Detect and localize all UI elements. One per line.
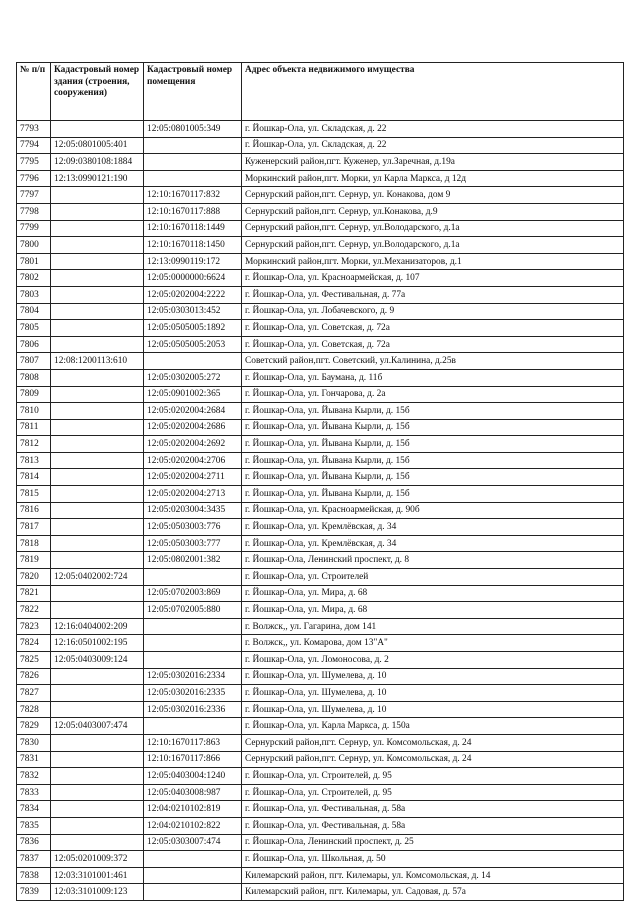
table-header-row — [17, 63, 624, 121]
table-row — [17, 253, 624, 270]
room-cadastral-number — [144, 867, 242, 884]
room-cadastral-number — [144, 353, 242, 370]
table-row — [17, 452, 624, 469]
table-row — [17, 652, 624, 669]
property-address: г. Йошкар-Ола, ул. Складская, д. 22 — [242, 121, 624, 138]
building-cadastral-number — [51, 336, 144, 353]
room-cadastral-number: 12:05:0302016:2336 — [144, 701, 242, 718]
property-address: г. Йошкар-Ола, ул. Строителей, д. 95 — [242, 768, 624, 785]
row-number: 7823 — [17, 618, 51, 635]
building-cadastral-number — [51, 801, 144, 818]
property-address: Моркинский район,пгт. Морки, ул.Механизаторов, д.1 — [242, 253, 624, 270]
row-number: 7802 — [17, 270, 51, 287]
table-row — [17, 436, 624, 453]
room-cadastral-number: 12:05:0202004:2684 — [144, 403, 242, 420]
building-cadastral-number — [51, 502, 144, 519]
room-cadastral-number: 12:05:0203004:3435 — [144, 502, 242, 519]
row-number: 7819 — [17, 552, 51, 569]
row-number: 7813 — [17, 452, 51, 469]
room-cadastral-number: 12:05:0801005:349 — [144, 121, 242, 138]
row-number: 7800 — [17, 237, 51, 254]
row-number: 7822 — [17, 602, 51, 619]
building-cadastral-number — [51, 602, 144, 619]
table-row — [17, 618, 624, 635]
building-cadastral-number: 12:13:0990121:190 — [51, 170, 144, 187]
row-number: 7811 — [17, 419, 51, 436]
room-cadastral-number — [144, 154, 242, 171]
table-row — [17, 569, 624, 586]
building-cadastral-number — [51, 320, 144, 337]
building-cadastral-number — [51, 419, 144, 436]
header-room-cadastral: Кадастровый номер помещения — [144, 63, 242, 121]
property-address: Советский район,пгт. Советский, ул.Калинина, д.25в — [242, 353, 624, 370]
property-address: г. Йошкар-Ола, ул. Лобачевского, д. 9 — [242, 303, 624, 320]
room-cadastral-number: 12:04:0210102:819 — [144, 801, 242, 818]
room-cadastral-number: 12:05:0503003:777 — [144, 535, 242, 552]
building-cadastral-number — [51, 519, 144, 536]
table-row — [17, 320, 624, 337]
row-number: 7828 — [17, 701, 51, 718]
room-cadastral-number: 12:05:0302016:2335 — [144, 685, 242, 702]
table-row — [17, 270, 624, 287]
property-address: Сернурский район,пгт. Сернур, ул.Конакова, д.9 — [242, 203, 624, 220]
room-cadastral-number: 12:10:1670117:832 — [144, 187, 242, 204]
building-cadastral-number — [51, 701, 144, 718]
building-cadastral-number: 12:05:0402002:724 — [51, 569, 144, 586]
building-cadastral-number: 12:03:3101009:123 — [51, 884, 144, 901]
table-row — [17, 635, 624, 652]
property-address: г. Йошкар-Ола, ул. Кремлёвская, д. 34 — [242, 519, 624, 536]
row-number: 7821 — [17, 585, 51, 602]
building-cadastral-number — [51, 436, 144, 453]
property-address: г. Йошкар-Ола, ул. Йывана Кырли, д. 15б — [242, 419, 624, 436]
building-cadastral-number — [51, 486, 144, 503]
table-row — [17, 154, 624, 171]
building-cadastral-number — [51, 253, 144, 270]
registry-table — [16, 62, 624, 901]
property-address: Сернурский район,пгт. Сернур, ул. Комсомольская, д. 24 — [242, 734, 624, 751]
property-address: г. Йошкар-Ола, ул. Школьная, д. 50 — [242, 851, 624, 868]
room-cadastral-number — [144, 718, 242, 735]
row-number: 7796 — [17, 170, 51, 187]
property-address: г. Йошкар-Ола, ул. Строителей, д. 95 — [242, 784, 624, 801]
property-address: г. Йошкар-Ола, ул. Складская, д. 22 — [242, 137, 624, 154]
row-number: 7804 — [17, 303, 51, 320]
room-cadastral-number: 12:05:0302005:272 — [144, 369, 242, 386]
table-row — [17, 353, 624, 370]
room-cadastral-number: 12:05:0403008:987 — [144, 784, 242, 801]
table-row — [17, 121, 624, 138]
property-address: г. Йошкар-Ола, ул. Карла Маркса, д. 150а — [242, 718, 624, 735]
row-number: 7799 — [17, 220, 51, 237]
table-row — [17, 884, 624, 901]
table-row — [17, 734, 624, 751]
row-number: 7794 — [17, 137, 51, 154]
building-cadastral-number — [51, 585, 144, 602]
property-address: г. Йошкар-Ола, ул. Советская, д. 72а — [242, 336, 624, 353]
row-number: 7806 — [17, 336, 51, 353]
property-address: г. Йошкар-Ола, ул. Шумелева, д. 10 — [242, 701, 624, 718]
building-cadastral-number — [51, 734, 144, 751]
room-cadastral-number: 12:05:0802001:382 — [144, 552, 242, 569]
property-address: г. Волжск,, ул. Комарова, дом 13"А" — [242, 635, 624, 652]
property-address: г. Йошкар-Ола, ул. Строителей — [242, 569, 624, 586]
row-number: 7829 — [17, 718, 51, 735]
row-number: 7812 — [17, 436, 51, 453]
building-cadastral-number — [51, 817, 144, 834]
building-cadastral-number — [51, 270, 144, 287]
property-address: г. Йошкар-Ола, Ленинский проспект, д. 8 — [242, 552, 624, 569]
building-cadastral-number: 12:16:0404002:209 — [51, 618, 144, 635]
room-cadastral-number: 12:13:0990119:172 — [144, 253, 242, 270]
row-number: 7809 — [17, 386, 51, 403]
table-row — [17, 535, 624, 552]
property-address: Сернурский район,пгт. Сернур, ул.Володарского, д.1а — [242, 220, 624, 237]
property-address: г. Йошкар-Ола, ул. Баумана, д. 11б — [242, 369, 624, 386]
building-cadastral-number: 12:09:0380108:1884 — [51, 154, 144, 171]
room-cadastral-number: 12:05:0303007:474 — [144, 834, 242, 851]
row-number: 7838 — [17, 867, 51, 884]
row-number: 7808 — [17, 369, 51, 386]
table-row — [17, 801, 624, 818]
property-address: Сернурский район,пгт. Сернур, ул.Володарского, д.1а — [242, 237, 624, 254]
table-row — [17, 369, 624, 386]
building-cadastral-number: 12:08:1200113:610 — [51, 353, 144, 370]
property-address: г. Йошкар-Ола, ул. Йывана Кырли, д. 15б — [242, 452, 624, 469]
building-cadastral-number — [51, 303, 144, 320]
building-cadastral-number — [51, 121, 144, 138]
room-cadastral-number: 12:05:0202004:2713 — [144, 486, 242, 503]
row-number: 7836 — [17, 834, 51, 851]
table-row — [17, 237, 624, 254]
row-number: 7834 — [17, 801, 51, 818]
row-number: 7835 — [17, 817, 51, 834]
table-row — [17, 286, 624, 303]
building-cadastral-number — [51, 552, 144, 569]
table-row — [17, 403, 624, 420]
building-cadastral-number: 12:16:0501002:195 — [51, 635, 144, 652]
row-number: 7832 — [17, 768, 51, 785]
property-address: г. Йошкар-Ола, ул. Йывана Кырли, д. 15б — [242, 469, 624, 486]
table-row — [17, 419, 624, 436]
building-cadastral-number — [51, 469, 144, 486]
building-cadastral-number — [51, 386, 144, 403]
property-address: г. Йошкар-Ола, ул. Ломоносова, д. 2 — [242, 652, 624, 669]
header-address: Адрес объекта недвижимого имущества — [242, 63, 624, 121]
table-row — [17, 469, 624, 486]
row-number: 7839 — [17, 884, 51, 901]
building-cadastral-number — [51, 751, 144, 768]
row-number: 7795 — [17, 154, 51, 171]
property-address: Сернурский район,пгт. Сернур, ул. Комсомольская, д. 24 — [242, 751, 624, 768]
property-address: г. Йошкар-Ола, ул. Советская, д. 72а — [242, 320, 624, 337]
building-cadastral-number — [51, 369, 144, 386]
table-row — [17, 502, 624, 519]
property-address: г. Волжск,, ул. Гагарина, дом 141 — [242, 618, 624, 635]
building-cadastral-number: 12:05:0801005:401 — [51, 137, 144, 154]
table-body — [17, 121, 624, 901]
property-address: Моркинский район,пгт. Морки, ул Карла Маркса, д 12д — [242, 170, 624, 187]
room-cadastral-number: 12:05:0901002:365 — [144, 386, 242, 403]
table-row — [17, 851, 624, 868]
property-address: г. Йошкар-Ола, ул. Мира, д. 68 — [242, 585, 624, 602]
row-number: 7793 — [17, 121, 51, 138]
row-number: 7807 — [17, 353, 51, 370]
table-row — [17, 701, 624, 718]
property-address: г. Йошкар-Ола, ул. Гончарова, д. 2а — [242, 386, 624, 403]
row-number: 7827 — [17, 685, 51, 702]
row-number: 7818 — [17, 535, 51, 552]
row-number: 7837 — [17, 851, 51, 868]
room-cadastral-number: 12:10:1670118:1449 — [144, 220, 242, 237]
room-cadastral-number — [144, 652, 242, 669]
room-cadastral-number — [144, 618, 242, 635]
room-cadastral-number: 12:05:0000000:6624 — [144, 270, 242, 287]
room-cadastral-number: 12:05:0303013:452 — [144, 303, 242, 320]
room-cadastral-number: 12:05:0505005:2053 — [144, 336, 242, 353]
property-address: г. Йошкар-Ола, Ленинский проспект, д. 25 — [242, 834, 624, 851]
room-cadastral-number — [144, 137, 242, 154]
property-address: г. Йошкар-Ола, ул. Красноармейская, д. 107 — [242, 270, 624, 287]
property-address: г. Йошкар-Ола, ул. Фестивальная, д. 77а — [242, 286, 624, 303]
building-cadastral-number — [51, 220, 144, 237]
table-row — [17, 585, 624, 602]
room-cadastral-number: 12:05:0202004:2706 — [144, 452, 242, 469]
room-cadastral-number: 12:05:0202004:2711 — [144, 469, 242, 486]
property-address: Килемарский район, пгт. Килемары, ул. Комсомольская, д. 14 — [242, 867, 624, 884]
building-cadastral-number — [51, 668, 144, 685]
row-number: 7801 — [17, 253, 51, 270]
property-address: г. Йошкар-Ола, ул. Шумелева, д. 10 — [242, 685, 624, 702]
header-num: № п/п — [17, 63, 51, 121]
table-row — [17, 137, 624, 154]
row-number: 7826 — [17, 668, 51, 685]
property-address: г. Йошкар-Ола, ул. Красноармейская, д. 90б — [242, 502, 624, 519]
table-row — [17, 834, 624, 851]
room-cadastral-number — [144, 851, 242, 868]
row-number: 7824 — [17, 635, 51, 652]
property-address: Сернурский район,пгт. Сернур, ул. Конакова, дом 9 — [242, 187, 624, 204]
row-number: 7820 — [17, 569, 51, 586]
building-cadastral-number — [51, 237, 144, 254]
building-cadastral-number — [51, 535, 144, 552]
table-row — [17, 867, 624, 884]
property-address: г. Йошкар-Ола, ул. Фестивальная, д. 58а — [242, 801, 624, 818]
table-row — [17, 768, 624, 785]
table-row — [17, 187, 624, 204]
room-cadastral-number: 12:05:0702005:880 — [144, 602, 242, 619]
room-cadastral-number: 12:05:0202004:2686 — [144, 419, 242, 436]
building-cadastral-number — [51, 286, 144, 303]
row-number: 7825 — [17, 652, 51, 669]
table-row — [17, 602, 624, 619]
row-number: 7814 — [17, 469, 51, 486]
room-cadastral-number: 12:05:0202004:2692 — [144, 436, 242, 453]
room-cadastral-number: 12:04:0210102:822 — [144, 817, 242, 834]
building-cadastral-number: 12:05:0201009:372 — [51, 851, 144, 868]
room-cadastral-number — [144, 884, 242, 901]
property-address: г. Йошкар-Ола, ул. Фестивальная, д. 58а — [242, 817, 624, 834]
building-cadastral-number — [51, 187, 144, 204]
table-row — [17, 718, 624, 735]
row-number: 7833 — [17, 784, 51, 801]
room-cadastral-number: 12:10:1670118:1450 — [144, 237, 242, 254]
room-cadastral-number: 12:05:0202004:2222 — [144, 286, 242, 303]
property-address: г. Йошкар-Ола, ул. Шумелева, д. 10 — [242, 668, 624, 685]
building-cadastral-number: 12:03:3101001:461 — [51, 867, 144, 884]
document-page — [16, 62, 623, 901]
table-row — [17, 668, 624, 685]
room-cadastral-number: 12:05:0403004:1240 — [144, 768, 242, 785]
room-cadastral-number: 12:10:1670117:866 — [144, 751, 242, 768]
row-number: 7831 — [17, 751, 51, 768]
table-row — [17, 552, 624, 569]
row-number: 7797 — [17, 187, 51, 204]
room-cadastral-number: 12:05:0302016:2334 — [144, 668, 242, 685]
room-cadastral-number: 12:05:0503003:776 — [144, 519, 242, 536]
row-number: 7815 — [17, 486, 51, 503]
table-row — [17, 303, 624, 320]
property-address: Куженерский район,пгт. Куженер, ул.Заречная, д.19а — [242, 154, 624, 171]
building-cadastral-number: 12:05:0403009:124 — [51, 652, 144, 669]
table-row — [17, 170, 624, 187]
room-cadastral-number — [144, 635, 242, 652]
row-number: 7816 — [17, 502, 51, 519]
row-number: 7830 — [17, 734, 51, 751]
row-number: 7817 — [17, 519, 51, 536]
row-number: 7803 — [17, 286, 51, 303]
property-address: Килемарский район, пгт. Килемары, ул. Садовая, д. 57а — [242, 884, 624, 901]
property-address: г. Йошкар-Ола, ул. Мира, д. 68 — [242, 602, 624, 619]
property-address: г. Йошкар-Ола, ул. Кремлёвская, д. 34 — [242, 535, 624, 552]
row-number: 7798 — [17, 203, 51, 220]
table-row — [17, 519, 624, 536]
room-cadastral-number: 12:05:0505005:1892 — [144, 320, 242, 337]
table-row — [17, 203, 624, 220]
building-cadastral-number — [51, 834, 144, 851]
room-cadastral-number — [144, 170, 242, 187]
building-cadastral-number — [51, 784, 144, 801]
property-address: г. Йошкар-Ола, ул. Йывана Кырли, д. 15б — [242, 486, 624, 503]
building-cadastral-number — [51, 685, 144, 702]
table-row — [17, 685, 624, 702]
table-row — [17, 817, 624, 834]
room-cadastral-number — [144, 569, 242, 586]
room-cadastral-number: 12:05:0702003:869 — [144, 585, 242, 602]
building-cadastral-number — [51, 768, 144, 785]
building-cadastral-number — [51, 203, 144, 220]
table-row — [17, 220, 624, 237]
building-cadastral-number — [51, 403, 144, 420]
table-row — [17, 751, 624, 768]
row-number: 7810 — [17, 403, 51, 420]
table-row — [17, 386, 624, 403]
room-cadastral-number: 12:10:1670117:863 — [144, 734, 242, 751]
building-cadastral-number — [51, 452, 144, 469]
row-number: 7805 — [17, 320, 51, 337]
room-cadastral-number: 12:10:1670117:888 — [144, 203, 242, 220]
table-row — [17, 336, 624, 353]
building-cadastral-number: 12:05:0403007:474 — [51, 718, 144, 735]
property-address: г. Йошкар-Ола, ул. Йывана Кырли, д. 15б — [242, 403, 624, 420]
table-row — [17, 784, 624, 801]
property-address: г. Йошкар-Ола, ул. Йывана Кырли, д. 15б — [242, 436, 624, 453]
table-row — [17, 486, 624, 503]
header-building-cadastral: Кадастровый номер здания (строения, сооружения) — [51, 63, 144, 121]
